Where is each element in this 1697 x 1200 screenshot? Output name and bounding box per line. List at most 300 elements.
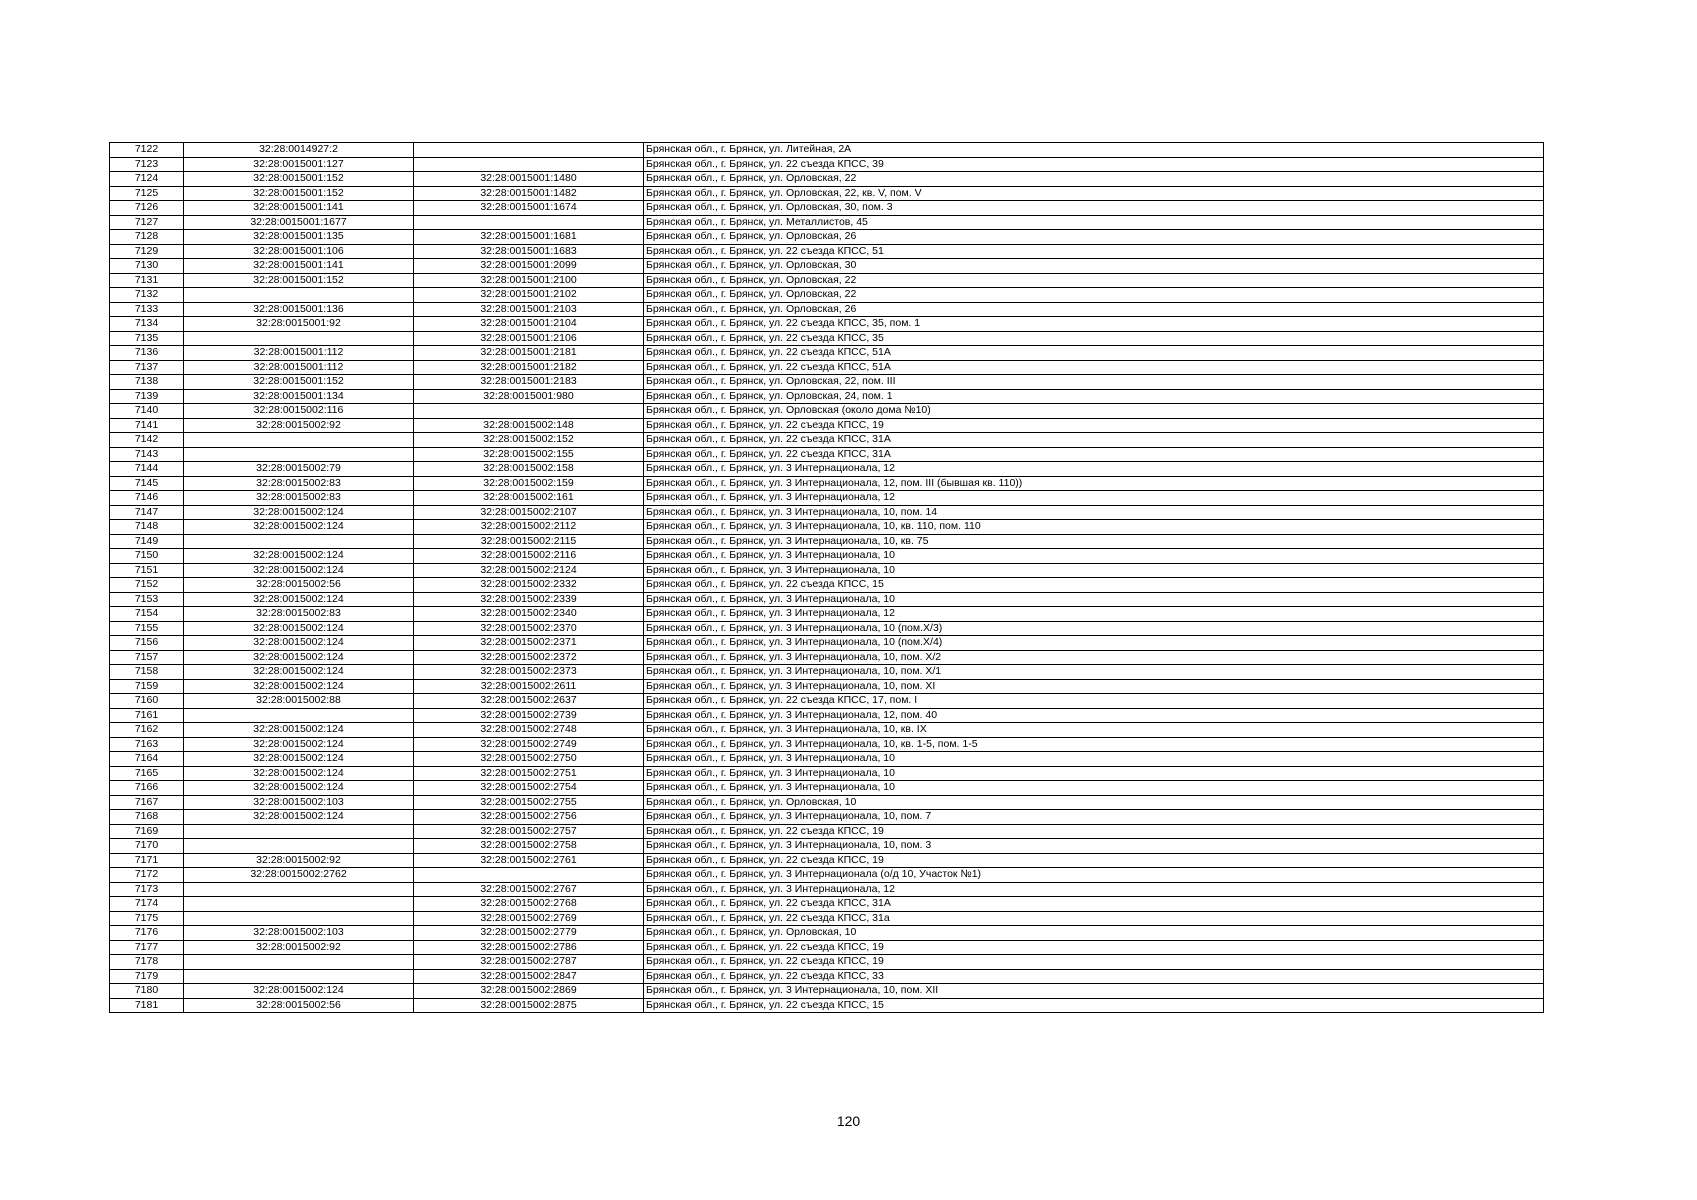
table-row [110,360,1544,375]
object-number-cell: 32:28:0015002:2757 [414,824,644,839]
row-number-cell: 7154 [110,607,184,622]
row-number-cell: 7168 [110,810,184,825]
table-row [110,882,1544,897]
row-number-cell: 7150 [110,549,184,564]
table-row [110,389,1544,404]
address-cell: Брянская обл., г. Брянск, ул. 22 съезда КПСС, 35 [644,331,1544,346]
address-cell: Брянская обл., г. Брянск, ул. 3 Интернационала, 10, кв. 75 [644,534,1544,549]
parcel-number-cell: 32:28:0015002:124 [184,520,414,535]
address-cell: Брянская обл., г. Брянск, ул. 3 Интернационала, 10, пом. 3 [644,839,1544,854]
table-row [110,737,1544,752]
address-cell: Брянская обл., г. Брянск, ул. 3 Интернационала, 10, пом. XII [644,984,1544,999]
row-number-cell: 7158 [110,665,184,680]
object-number-cell: 32:28:0015002:159 [414,476,644,491]
address-cell: Брянская обл., г. Брянск, ул. 22 съезда КПСС, 19 [644,940,1544,955]
row-number-cell: 7178 [110,955,184,970]
parcel-number-cell: 32:28:0015001:135 [184,230,414,245]
row-number-cell: 7180 [110,984,184,999]
object-number-cell: 32:28:0015001:1674 [414,201,644,216]
row-number-cell: 7147 [110,505,184,520]
object-number-cell: 32:28:0015001:2182 [414,360,644,375]
parcel-number-cell: 32:28:0015002:83 [184,476,414,491]
object-number-cell: 32:28:0015001:1683 [414,244,644,259]
row-number-cell: 7137 [110,360,184,375]
row-number-cell: 7157 [110,650,184,665]
address-cell: Брянская обл., г. Брянск, ул. 22 съезда КПСС, 31а [644,911,1544,926]
row-number-cell: 7177 [110,940,184,955]
parcel-number-cell [184,955,414,970]
address-cell: Брянская обл., г. Брянск, ул. 3 Интернационала, 12, пом. III (бывшая кв. 110)) [644,476,1544,491]
address-cell: Брянская обл., г. Брянск, ул. 22 съезда КПСС, 31А [644,897,1544,912]
table-row [110,563,1544,578]
object-number-cell: 32:28:0015002:152 [414,433,644,448]
address-cell: Брянская обл., г. Брянск, ул. 3 Интернационала, 10 (пом.X/4) [644,636,1544,651]
table-row [110,433,1544,448]
row-number-cell: 7179 [110,969,184,984]
parcel-number-cell [184,882,414,897]
row-number-cell: 7156 [110,636,184,651]
row-number-cell: 7161 [110,708,184,723]
parcel-number-cell: 32:28:0015002:124 [184,679,414,694]
object-number-cell: 32:28:0015002:2339 [414,592,644,607]
table-row [110,839,1544,854]
parcel-number-cell: 32:28:0015001:106 [184,244,414,259]
row-number-cell: 7175 [110,911,184,926]
object-number-cell: 32:28:0015002:2611 [414,679,644,694]
row-number-cell: 7181 [110,998,184,1013]
row-number-cell: 7127 [110,215,184,230]
address-cell: Брянская обл., г. Брянск, ул. Литейная, 2А [644,143,1544,158]
parcel-number-cell: 32:28:0015002:116 [184,404,414,419]
row-number-cell: 7129 [110,244,184,259]
object-number-cell: 32:28:0015002:2124 [414,563,644,578]
registry-table-body [110,143,1544,1013]
table-row [110,462,1544,477]
parcel-number-cell: 32:28:0015002:124 [184,549,414,564]
row-number-cell: 7153 [110,592,184,607]
row-number-cell: 7165 [110,766,184,781]
parcel-number-cell [184,331,414,346]
table-row [110,810,1544,825]
address-cell: Брянская обл., г. Брянск, ул. 3 Интернационала, 10, пом. X/2 [644,650,1544,665]
table-row [110,418,1544,433]
object-number-cell [414,157,644,172]
row-number-cell: 7138 [110,375,184,390]
parcel-number-cell: 32:28:0015001:152 [184,186,414,201]
row-number-cell: 7136 [110,346,184,361]
row-number-cell: 7122 [110,143,184,158]
table-row [110,607,1544,622]
table-row [110,288,1544,303]
row-number-cell: 7152 [110,578,184,593]
parcel-number-cell [184,969,414,984]
table-row [110,186,1544,201]
object-number-cell: 32:28:0015001:1482 [414,186,644,201]
object-number-cell: 32:28:0015002:2786 [414,940,644,955]
object-number-cell: 32:28:0015002:2340 [414,607,644,622]
address-cell: Брянская обл., г. Брянск, ул. Орловская, 26 [644,230,1544,245]
parcel-number-cell [184,824,414,839]
address-cell: Брянская обл., г. Брянск, ул. 3 Интернационала, 12, пом. 40 [644,708,1544,723]
row-number-cell: 7143 [110,447,184,462]
row-number-cell: 7160 [110,694,184,709]
row-number-cell: 7162 [110,723,184,738]
address-cell: Брянская обл., г. Брянск, ул. 22 съезда КПСС, 19 [644,824,1544,839]
object-number-cell: 32:28:0015002:2761 [414,853,644,868]
row-number-cell: 7128 [110,230,184,245]
object-number-cell: 32:28:0015002:2767 [414,882,644,897]
object-number-cell [414,868,644,883]
parcel-number-cell: 32:28:0015001:112 [184,346,414,361]
row-number-cell: 7139 [110,389,184,404]
parcel-number-cell: 32:28:0015001:112 [184,360,414,375]
object-number-cell: 32:28:0015002:2875 [414,998,644,1013]
parcel-number-cell: 32:28:0015002:124 [184,636,414,651]
table-row [110,520,1544,535]
parcel-number-cell: 32:28:0015002:92 [184,853,414,868]
object-number-cell [414,404,644,419]
object-number-cell: 32:28:0015001:2104 [414,317,644,332]
table-row [110,998,1544,1013]
object-number-cell: 32:28:0015002:2758 [414,839,644,854]
parcel-number-cell: 32:28:0015002:124 [184,737,414,752]
address-cell: Брянская обл., г. Брянск, ул. 3 Интернационала, 10 (пом.X/3) [644,621,1544,636]
parcel-number-cell: 32:28:0015002:56 [184,998,414,1013]
parcel-number-cell [184,708,414,723]
address-cell: Брянская обл., г. Брянск, ул. 3 Интернационала, 10 [644,549,1544,564]
table-row [110,476,1544,491]
parcel-number-cell: 32:28:0015002:124 [184,766,414,781]
address-cell: Брянская обл., г. Брянск, ул. 22 съезда КПСС, 15 [644,578,1544,593]
table-row [110,795,1544,810]
registry-table [109,142,1544,1013]
parcel-number-cell: 32:28:0015002:56 [184,578,414,593]
address-cell: Брянская обл., г. Брянск, ул. 22 съезда КПСС, 51 [644,244,1544,259]
parcel-number-cell: 32:28:0015002:124 [184,621,414,636]
table-row [110,157,1544,172]
row-number-cell: 7132 [110,288,184,303]
address-cell: Брянская обл., г. Брянск, ул. 3 Интернационала, 12 [644,607,1544,622]
parcel-number-cell [184,534,414,549]
address-cell: Брянская обл., г. Брянск, ул. 3 Интернационала, 12 [644,491,1544,506]
address-cell: Брянская обл., г. Брянск, ул. 22 съезда КПСС, 15 [644,998,1544,1013]
parcel-number-cell: 32:28:0014927:2 [184,143,414,158]
address-cell: Брянская обл., г. Брянск, ул. Орловская, 22, пом. III [644,375,1544,390]
row-number-cell: 7159 [110,679,184,694]
row-number-cell: 7123 [110,157,184,172]
object-number-cell: 32:28:0015002:2748 [414,723,644,738]
address-cell: Брянская обл., г. Брянск, ул. Орловская, 22 [644,172,1544,187]
parcel-number-cell: 32:28:0015002:79 [184,462,414,477]
table-row [110,259,1544,274]
address-cell: Брянская обл., г. Брянск, ул. 3 Интернационала, 10 [644,781,1544,796]
table-row [110,302,1544,317]
table-row [110,215,1544,230]
table-row [110,346,1544,361]
object-number-cell: 32:28:0015002:2754 [414,781,644,796]
address-cell: Брянская обл., г. Брянск, ул. 3 Интернационала, 12 [644,882,1544,897]
object-number-cell: 32:28:0015002:2768 [414,897,644,912]
row-number-cell: 7171 [110,853,184,868]
parcel-number-cell: 32:28:0015002:88 [184,694,414,709]
row-number-cell: 7170 [110,839,184,854]
row-number-cell: 7141 [110,418,184,433]
table-row [110,534,1544,549]
object-number-cell: 32:28:0015002:2779 [414,926,644,941]
object-number-cell [414,215,644,230]
table-row [110,404,1544,419]
table-row [110,592,1544,607]
address-cell: Брянская обл., г. Брянск, ул. 3 Интернационала, 10 [644,752,1544,767]
object-number-cell: 32:28:0015002:2750 [414,752,644,767]
row-number-cell: 7133 [110,302,184,317]
table-row [110,911,1544,926]
table-row [110,578,1544,593]
parcel-number-cell [184,288,414,303]
parcel-number-cell: 32:28:0015002:124 [184,723,414,738]
parcel-number-cell: 32:28:0015002:124 [184,592,414,607]
table-row [110,708,1544,723]
object-number-cell: 32:28:0015002:2372 [414,650,644,665]
object-number-cell: 32:28:0015002:2107 [414,505,644,520]
address-cell: Брянская обл., г. Брянск, ул. 3 Интернационала, 12 [644,462,1544,477]
parcel-number-cell: 32:28:0015002:124 [184,984,414,999]
parcel-number-cell: 32:28:0015002:83 [184,491,414,506]
parcel-number-cell: 32:28:0015002:83 [184,607,414,622]
page-number: 120 [836,1113,861,1129]
table-row [110,897,1544,912]
parcel-number-cell [184,911,414,926]
table-row [110,940,1544,955]
object-number-cell: 32:28:0015002:161 [414,491,644,506]
table-row [110,143,1544,158]
table-row [110,752,1544,767]
object-number-cell: 32:28:0015002:2739 [414,708,644,723]
parcel-number-cell: 32:28:0015002:2762 [184,868,414,883]
address-cell: Брянская обл., г. Брянск, ул. 22 съезда КПСС, 19 [644,418,1544,433]
address-cell: Брянская обл., г. Брянск, ул. Орловская, 30, пом. 3 [644,201,1544,216]
parcel-number-cell: 32:28:0015002:124 [184,563,414,578]
table-row [110,447,1544,462]
table-row [110,650,1544,665]
address-cell: Брянская обл., г. Брянск, ул. Орловская, 22 [644,273,1544,288]
table-row [110,766,1544,781]
address-cell: Брянская обл., г. Брянск, ул. Орловская, 10 [644,795,1544,810]
object-number-cell: 32:28:0015002:2371 [414,636,644,651]
row-number-cell: 7174 [110,897,184,912]
row-number-cell: 7172 [110,868,184,883]
object-number-cell: 32:28:0015002:148 [414,418,644,433]
row-number-cell: 7169 [110,824,184,839]
address-cell: Брянская обл., г. Брянск, ул. Металлистов, 45 [644,215,1544,230]
parcel-number-cell: 32:28:0015001:152 [184,172,414,187]
parcel-number-cell: 32:28:0015002:124 [184,752,414,767]
object-number-cell: 32:28:0015001:2106 [414,331,644,346]
address-cell: Брянская обл., г. Брянск, ул. 3 Интернационала (о/д 10, Участок №1) [644,868,1544,883]
object-number-cell: 32:28:0015002:2370 [414,621,644,636]
row-number-cell: 7130 [110,259,184,274]
table-row [110,172,1544,187]
parcel-number-cell: 32:28:0015001:152 [184,273,414,288]
row-number-cell: 7131 [110,273,184,288]
parcel-number-cell [184,839,414,854]
row-number-cell: 7155 [110,621,184,636]
address-cell: Брянская обл., г. Брянск, ул. 3 Интернационала, 10, кв. 110, пом. 110 [644,520,1544,535]
object-number-cell: 32:28:0015002:2332 [414,578,644,593]
object-number-cell: 32:28:0015002:155 [414,447,644,462]
row-number-cell: 7124 [110,172,184,187]
object-number-cell: 32:28:0015001:980 [414,389,644,404]
table-row [110,853,1544,868]
table-row [110,331,1544,346]
address-cell: Брянская обл., г. Брянск, ул. 22 съезда КПСС, 31А [644,433,1544,448]
table-row [110,969,1544,984]
row-number-cell: 7151 [110,563,184,578]
object-number-cell: 32:28:0015002:2769 [414,911,644,926]
table-row [110,491,1544,506]
parcel-number-cell: 32:28:0015001:92 [184,317,414,332]
address-cell: Брянская обл., г. Брянск, ул. 3 Интернационала, 10 [644,563,1544,578]
row-number-cell: 7144 [110,462,184,477]
table-row [110,955,1544,970]
address-cell: Брянская обл., г. Брянск, ул. 22 съезда КПСС, 17, пом. I [644,694,1544,709]
table-row [110,665,1544,680]
row-number-cell: 7164 [110,752,184,767]
parcel-number-cell: 32:28:0015002:124 [184,665,414,680]
address-cell: Брянская обл., г. Брянск, ул. Орловская, 26 [644,302,1544,317]
address-cell: Брянская обл., г. Брянск, ул. Орловская, 22 [644,288,1544,303]
row-number-cell: 7145 [110,476,184,491]
row-number-cell: 7134 [110,317,184,332]
table-row [110,230,1544,245]
object-number-cell: 32:28:0015001:2183 [414,375,644,390]
parcel-number-cell: 32:28:0015002:124 [184,781,414,796]
table-row [110,824,1544,839]
table-row [110,723,1544,738]
parcel-number-cell: 32:28:0015001:141 [184,201,414,216]
address-cell: Брянская обл., г. Брянск, ул. 3 Интернационала, 10, кв. 1-5, пом. 1-5 [644,737,1544,752]
address-cell: Брянская обл., г. Брянск, ул. 22 съезда КПСС, 33 [644,969,1544,984]
parcel-number-cell: 32:28:0015002:124 [184,505,414,520]
row-number-cell: 7142 [110,433,184,448]
row-number-cell: 7135 [110,331,184,346]
table-row [110,317,1544,332]
object-number-cell: 32:28:0015002:2751 [414,766,644,781]
address-cell: Брянская обл., г. Брянск, ул. 3 Интернационала, 10, пом. 7 [644,810,1544,825]
parcel-number-cell [184,433,414,448]
object-number-cell: 32:28:0015002:2637 [414,694,644,709]
parcel-number-cell: 32:28:0015002:124 [184,650,414,665]
table-row [110,505,1544,520]
row-number-cell: 7176 [110,926,184,941]
table-row [110,375,1544,390]
parcel-number-cell [184,447,414,462]
address-cell: Брянская обл., г. Брянск, ул. 22 съезда КПСС, 51А [644,360,1544,375]
parcel-number-cell: 32:28:0015001:1677 [184,215,414,230]
object-number-cell: 32:28:0015001:1681 [414,230,644,245]
table-row [110,273,1544,288]
object-number-cell: 32:28:0015002:2847 [414,969,644,984]
address-cell: Брянская обл., г. Брянск, ул. 3 Интернационала, 10 [644,766,1544,781]
object-number-cell: 32:28:0015002:2755 [414,795,644,810]
parcel-number-cell: 32:28:0015002:103 [184,795,414,810]
parcel-number-cell: 32:28:0015002:92 [184,418,414,433]
row-number-cell: 7148 [110,520,184,535]
address-cell: Брянская обл., г. Брянск, ул. 22 съезда КПСС, 19 [644,853,1544,868]
object-number-cell: 32:28:0015002:2115 [414,534,644,549]
parcel-number-cell: 32:28:0015001:134 [184,389,414,404]
object-number-cell: 32:28:0015002:158 [414,462,644,477]
table-row [110,679,1544,694]
row-number-cell: 7173 [110,882,184,897]
parcel-number-cell: 32:28:0015001:141 [184,259,414,274]
row-number-cell: 7126 [110,201,184,216]
table-row [110,926,1544,941]
address-cell: Брянская обл., г. Брянск, ул. Орловская, 22, кв. V, пом. V [644,186,1544,201]
address-cell: Брянская обл., г. Брянск, ул. 3 Интернационала, 10, пом. 14 [644,505,1544,520]
table-row [110,868,1544,883]
parcel-number-cell [184,897,414,912]
address-cell: Брянская обл., г. Брянск, ул. 3 Интернационала, 10, пом. XI [644,679,1544,694]
address-cell: Брянская обл., г. Брянск, ул. 22 съезда КПСС, 51А [644,346,1544,361]
table-row [110,244,1544,259]
object-number-cell: 32:28:0015002:2756 [414,810,644,825]
parcel-number-cell: 32:28:0015002:124 [184,810,414,825]
object-number-cell: 32:28:0015002:2869 [414,984,644,999]
row-number-cell: 7140 [110,404,184,419]
address-cell: Брянская обл., г. Брянск, ул. Орловская, 10 [644,926,1544,941]
address-cell: Брянская обл., г. Брянск, ул. 3 Интернационала, 10, пом. X/1 [644,665,1544,680]
object-number-cell: 32:28:0015001:2103 [414,302,644,317]
parcel-number-cell: 32:28:0015001:127 [184,157,414,172]
address-cell: Брянская обл., г. Брянск, ул. Орловская, 24, пом. 1 [644,389,1544,404]
row-number-cell: 7149 [110,534,184,549]
address-cell: Брянская обл., г. Брянск, ул. Орловская, 30 [644,259,1544,274]
address-cell: Брянская обл., г. Брянск, ул. 3 Интернационала, 10, кв. IX [644,723,1544,738]
address-cell: Брянская обл., г. Брянск, ул. 22 съезда КПСС, 39 [644,157,1544,172]
row-number-cell: 7167 [110,795,184,810]
table-row [110,549,1544,564]
table-row [110,621,1544,636]
address-cell: Брянская обл., г. Брянск, ул. 3 Интернационала, 10 [644,592,1544,607]
row-number-cell: 7146 [110,491,184,506]
row-number-cell: 7125 [110,186,184,201]
object-number-cell [414,143,644,158]
object-number-cell: 32:28:0015002:2787 [414,955,644,970]
object-number-cell: 32:28:0015001:2099 [414,259,644,274]
address-cell: Брянская обл., г. Брянск, ул. 22 съезда КПСС, 19 [644,955,1544,970]
row-number-cell: 7163 [110,737,184,752]
table-row [110,636,1544,651]
parcel-number-cell: 32:28:0015002:103 [184,926,414,941]
address-cell: Брянская обл., г. Брянск, ул. 22 съезда КПСС, 35, пом. 1 [644,317,1544,332]
object-number-cell: 32:28:0015002:2116 [414,549,644,564]
object-number-cell: 32:28:0015001:2100 [414,273,644,288]
address-cell: Брянская обл., г. Брянск, ул. Орловская (около дома №10) [644,404,1544,419]
table-row [110,201,1544,216]
object-number-cell: 32:28:0015002:2373 [414,665,644,680]
parcel-number-cell: 32:28:0015001:136 [184,302,414,317]
table-row [110,694,1544,709]
object-number-cell: 32:28:0015002:2749 [414,737,644,752]
object-number-cell: 32:28:0015002:2112 [414,520,644,535]
address-cell: Брянская обл., г. Брянск, ул. 22 съезда КПСС, 31А [644,447,1544,462]
table-row [110,781,1544,796]
parcel-number-cell: 32:28:0015001:152 [184,375,414,390]
table-row [110,984,1544,999]
object-number-cell: 32:28:0015001:1480 [414,172,644,187]
object-number-cell: 32:28:0015001:2102 [414,288,644,303]
